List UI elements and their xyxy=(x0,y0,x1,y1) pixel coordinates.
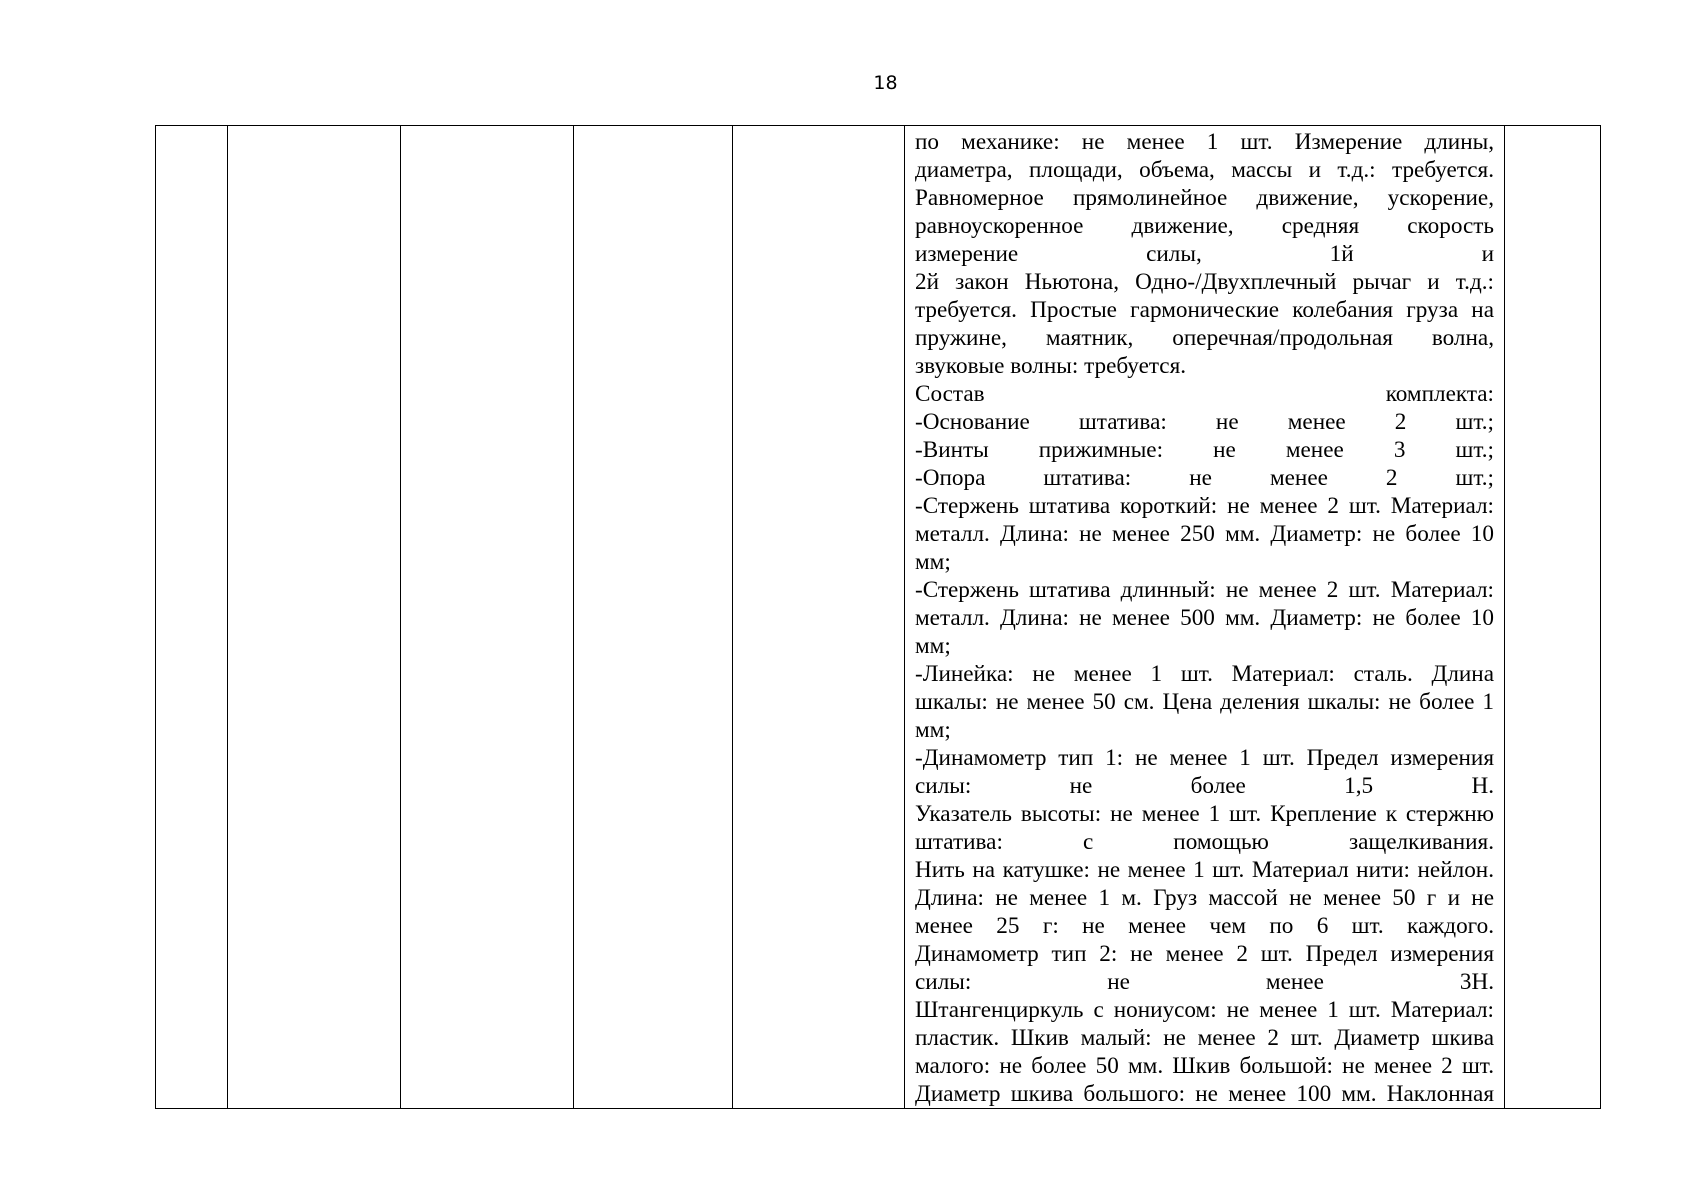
cell-col-7 xyxy=(1505,126,1601,1109)
cell-col-4 xyxy=(574,126,733,1109)
description-line: равноускоренное движение, средняя скорость xyxy=(915,213,1494,239)
description-line: звуковые волны: требуется. xyxy=(915,353,1187,379)
description-line: -Стержень штатива короткий: не менее 2 шт. Материал: xyxy=(915,493,1494,519)
description-line: диаметра, площади, объема, массы и т.д.: требуется. xyxy=(915,157,1494,183)
description-line: Диаметр шкива большого: не менее 100 мм. Наклонная xyxy=(915,1081,1494,1107)
description-line: Состав комплекта: xyxy=(915,381,1494,407)
description-line: Равномерное прямолинейное движение, ускорение, xyxy=(915,185,1494,211)
description-line: металл. Длина: не менее 250 мм. Диаметр: не более 10 xyxy=(915,521,1494,547)
table-row xyxy=(156,126,1601,1109)
description-line: шкалы: не менее 50 см. Цена деления шкалы: не более 1 xyxy=(915,689,1494,715)
description-line: -Винты прижимные: не менее 3 шт.; xyxy=(915,437,1494,463)
specification-table xyxy=(155,125,1601,1109)
description-line: -Опора штатива: не менее 2 шт.; xyxy=(915,465,1494,491)
description-line: -Динамометр тип 1: не менее 1 шт. Предел измерения xyxy=(915,745,1494,771)
cell-description xyxy=(905,126,1505,1109)
cell-col-3 xyxy=(401,126,574,1109)
description-line: менее 25 г: не менее чем по 6 шт. каждого. xyxy=(915,913,1494,939)
description-line: -Стержень штатива длинный: не менее 2 шт. Материал: xyxy=(915,577,1494,603)
description-line: измерение силы, 1й и xyxy=(915,241,1494,267)
description-line: пластик. Шкив малый: не менее 2 шт. Диаметр шкива xyxy=(915,1025,1494,1051)
page-number: 18 xyxy=(873,72,898,94)
description-line: Динамометр тип 2: не менее 2 шт. Предел измерения xyxy=(915,941,1494,967)
description-line: мм; xyxy=(915,549,951,575)
description-line: штатива: с помощью защелкивания. xyxy=(915,829,1494,855)
description-line: мм; xyxy=(915,633,951,659)
description-line: по механике: не менее 1 шт. Измерение длины, xyxy=(915,129,1494,155)
description-line: требуется. Простые гармонические колебания груза на xyxy=(915,297,1494,323)
description-line: пружине, маятник, оперечная/продольная волна, xyxy=(915,325,1494,351)
description-line: 2й закон Ньютона, Одно-/Двухплечный рычаг и т.д.: xyxy=(915,269,1494,295)
description-line: малого: не более 50 мм. Шкив большой: не менее 2 шт. xyxy=(915,1053,1494,1079)
description-line: Указатель высоты: не менее 1 шт. Крепление к стержню xyxy=(915,801,1494,827)
description-line: Длина: не менее 1 м. Груз массой не менее 50 г и не xyxy=(915,885,1494,911)
description-line: силы: не менее 3Н. xyxy=(915,969,1494,995)
description-line: -Линейка: не менее 1 шт. Материал: сталь. Длина xyxy=(915,661,1494,687)
description-line: -Основание штатива: не менее 2 шт.; xyxy=(915,409,1494,435)
cell-col-2 xyxy=(228,126,401,1109)
cell-col-5 xyxy=(733,126,905,1109)
description-line: мм; xyxy=(915,717,951,743)
description-line: Нить на катушке: не менее 1 шт. Материал нити: нейлон. xyxy=(915,857,1494,883)
description-line: металл. Длина: не менее 500 мм. Диаметр: не более 10 xyxy=(915,605,1494,631)
description-line: Штангенциркуль с нониусом: не менее 1 шт. Материал: xyxy=(915,997,1494,1023)
description-line: силы: не более 1,5 Н. xyxy=(915,773,1494,799)
cell-number xyxy=(156,126,228,1109)
